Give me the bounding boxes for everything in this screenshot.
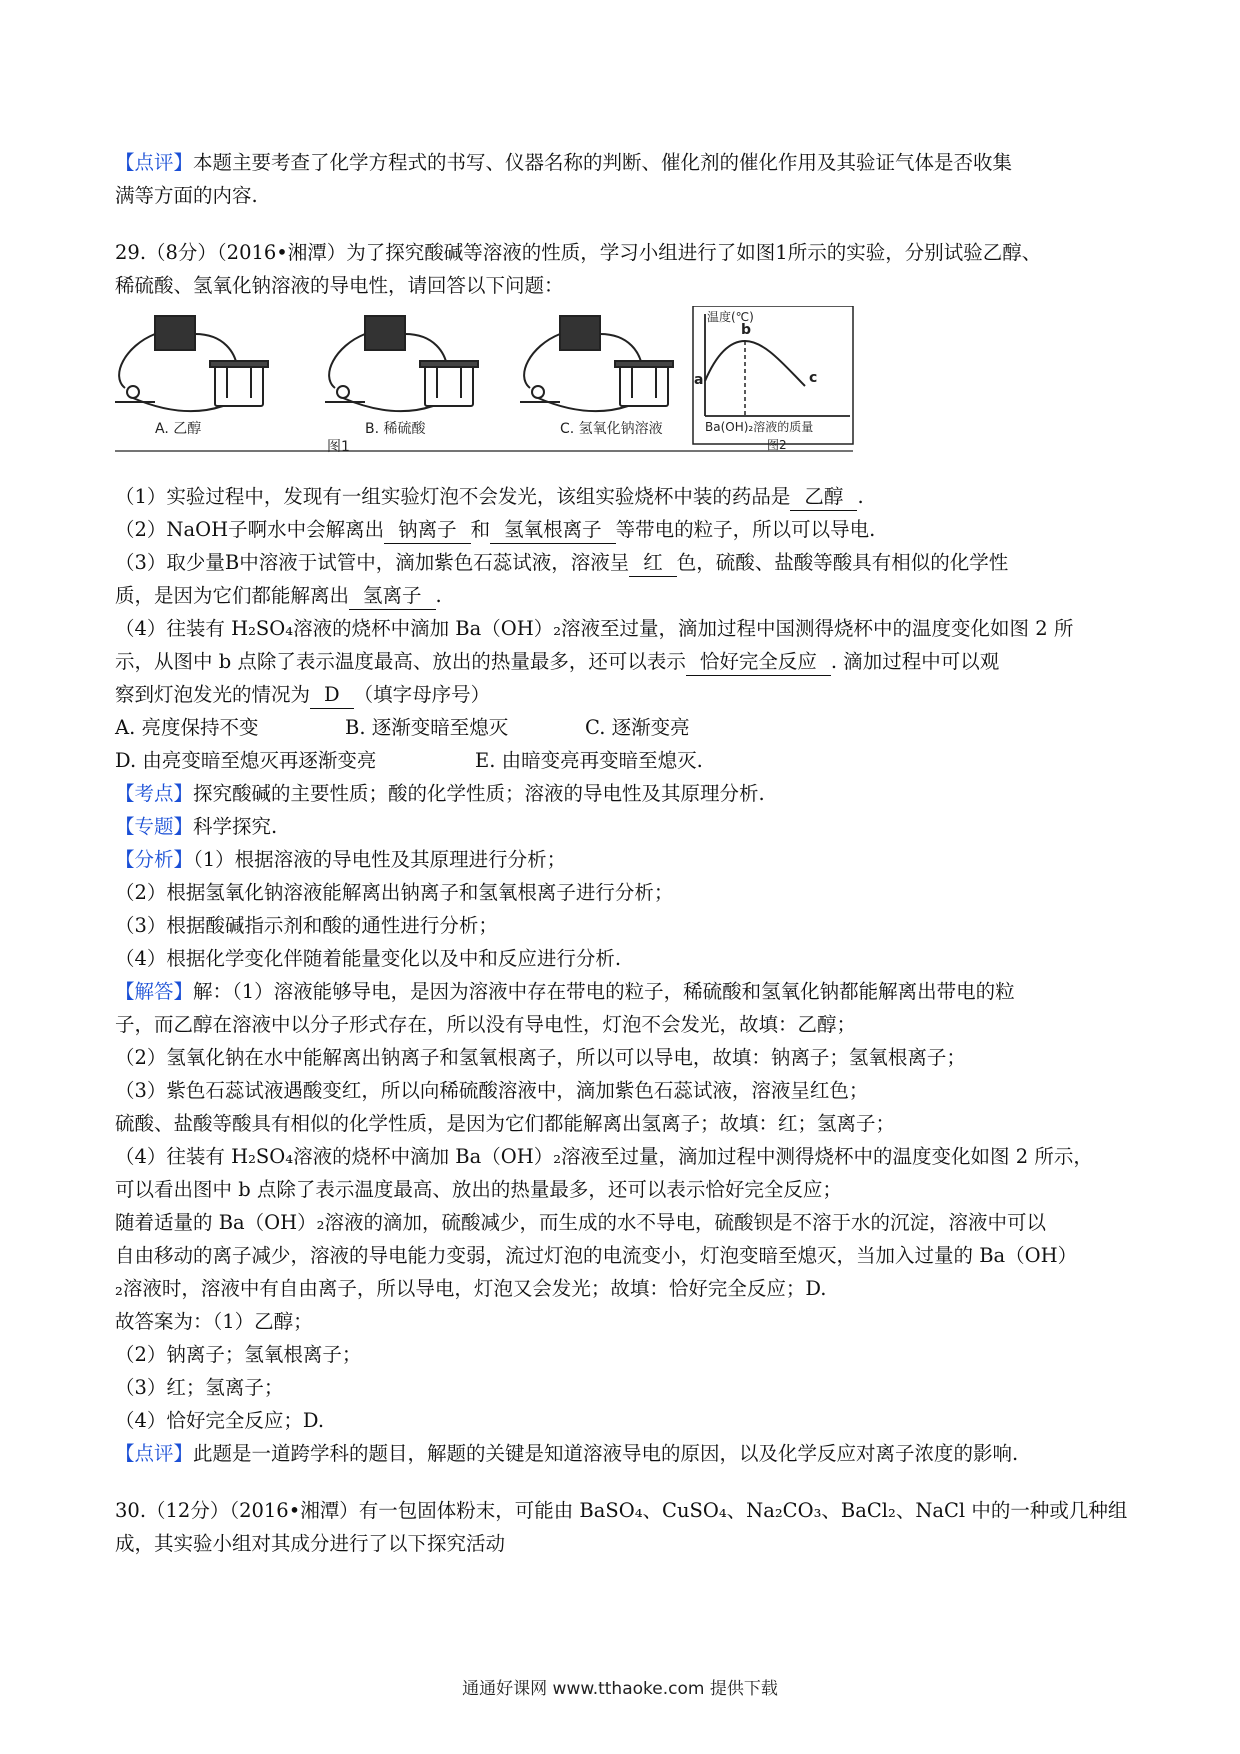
review-tag: 【点评】	[115, 151, 194, 174]
answer-line-0: 故答案为：（1）乙醇；	[115, 1310, 313, 1333]
graph-ylabel: 温度(℃)	[707, 310, 754, 324]
answer-blank: D	[310, 682, 354, 709]
q29-part4-line1: （4）往装有 H₂SO₄溶液的烧杯中滴加 Ba（OH）₂溶液至过量，滴加过程中国测得烧杯中的温度变化如图 2 所	[115, 617, 1074, 640]
fig2-caption: 图2	[767, 438, 787, 452]
page-content	[115, 146, 1135, 1560]
jieda-line-6: （4）往装有 H₂SO₄溶液的烧杯中滴加 Ba（OH）₂溶液至过量，滴加过程中测得烧杯中的温度变化如图 2 所示，	[115, 1145, 1093, 1168]
answer-blank: 乙醇	[790, 484, 857, 511]
graph-xlabel: Ba(OH)₂溶液的质量	[705, 420, 814, 434]
answer-line-1: （2）钠离子；氢氧根离子；	[115, 1343, 362, 1366]
fenxi-line-3: （3）根据酸碱指示剂和酸的通性进行分析；	[115, 914, 498, 937]
answer-line-2: （3）红；氢离子；	[115, 1376, 284, 1399]
circuit-diagram	[115, 306, 1135, 476]
apparatus-a	[115, 316, 268, 411]
jieda-line-1: 【解答】解：（1）溶液能够导电，是因为溶液中存在带电的粒子，稀硫酸和氢氧化钠都能解离出带电的粒	[115, 980, 1015, 1003]
q29-part3: （3）取少量B中溶液于试管中，滴加紫色石蕊试液，溶液呈 红 色，硫酸、盐酸等酸具有相似的化学性	[115, 546, 1135, 579]
jieda-line-4: （3）紫色石蕊试液遇酸变红，所以向稀硫酸溶液中，滴加紫色石蕊试液，溶液呈红色；	[115, 1079, 869, 1102]
label-a: A. 乙醇	[155, 421, 202, 437]
apparatus-b	[325, 316, 478, 411]
kaodian-line: 【考点】探究酸碱的主要性质；酸的化学性质；溶液的导电性及其原理分析.	[115, 782, 765, 805]
page-footer: 通通好课网 www.tthaoke.com 提供下载	[462, 1679, 778, 1699]
q29-part4-line3: 察到灯泡发光的情况为 D （填字母序号）	[115, 678, 1135, 711]
fig1-caption: 图1	[327, 439, 350, 455]
answer-blank: 氢离子	[349, 583, 436, 610]
fenxi-line-2: （2）根据氢氧化钠溶液能解离出钠离子和氢氧根离子进行分析；	[115, 881, 674, 904]
jieda-line-10: ₂溶液时，溶液中有自由离子，所以导电，灯泡又会发光；故填：恰好完全反应；D.	[115, 1277, 827, 1300]
jieda-line-8: 随着适量的 Ba（OH）₂溶液的滴加，硫酸减少，而生成的水不导电，硫酸钡是不溶于水的沉淀，溶液中可以	[115, 1211, 1046, 1234]
options-row-2	[115, 744, 1135, 777]
review-line-1	[115, 146, 1135, 179]
answer-blank: 钠离子	[384, 517, 471, 544]
answer-blank: 红	[629, 550, 677, 577]
jieda-line-2: 子，而乙醇在溶液中以分子形式存在，所以没有导电性，灯泡不会发光，故填：乙醇；	[115, 1013, 857, 1036]
option-e: E. 由暗变亮再变暗至熄灭.	[475, 749, 703, 772]
q30-line-1: 30.（12分）（2016•湘潭）有一包固体粉末，可能由 BaSO₄、CuSO₄、Na₂CO₃、BaCl₂、NaCl 中的一种或几种组	[115, 1499, 1128, 1522]
options-row-1	[115, 711, 1135, 744]
option-b: B. 逐渐变暗至熄灭	[345, 716, 509, 739]
q29-header-1: 29.（8分）（2016•湘潭）为了探究酸碱等溶液的性质，学习小组进行了如图1所示的实验，分别试验乙醇、	[115, 241, 1042, 264]
answer-blank: 氢氧根离子	[490, 517, 616, 544]
q29-part3b: 质，是因为它们都能解离出 氢离子 .	[115, 579, 1135, 612]
option-a: A. 亮度保持不变	[115, 716, 259, 739]
label-c: C. 氢氧化钠溶液	[560, 421, 663, 437]
jieda-line-7: 可以看出图中 b 点除了表示温度最高、放出的热量最多，还可以表示恰好完全反应；	[115, 1178, 842, 1201]
point-c: c	[809, 370, 818, 386]
option-d: D. 由亮变暗至熄灭再逐渐变亮	[115, 749, 377, 772]
fenxi-line-4: （4）根据化学变化伴随着能量变化以及中和反应进行分析.	[115, 947, 622, 970]
fenxi-line-1: 【分析】（1）根据溶液的导电性及其原理进行分析；	[115, 848, 567, 871]
answer-line-3: （4）恰好完全反应；D.	[115, 1409, 325, 1432]
zhuanti-line: 【专题】科学探究.	[115, 815, 278, 838]
q30-line-2: 成，其实验小组对其成分进行了以下探究活动	[115, 1532, 506, 1555]
point-a: a	[694, 372, 704, 388]
review-line-2: 满等方面的内容.	[115, 184, 258, 207]
point-b: b	[741, 322, 752, 338]
q29-figure	[115, 306, 1135, 476]
jieda-line-3: （2）氢氧化钠在水中能解离出钠离子和氢氧根离子，所以可以导电，故填：钠离子；氢氧根离子；	[115, 1046, 966, 1069]
dianping-line: 【点评】此题是一道跨学科的题目，解题的关键是知道溶液导电的原因，以及化学反应对离子浓度的影响.	[115, 1442, 1019, 1465]
label-b: B. 稀硫酸	[365, 421, 426, 437]
q29-part2: （2）NaOH子啊水中会解离出 钠离子 和 氢氧根离子 等带电的粒子，所以可以导电.	[115, 513, 1135, 546]
q29-part1: （1）实验过程中，发现有一组实验灯泡不会发光，该组实验烧杯中装的药品是 乙醇 .	[115, 480, 1135, 513]
q29-header-2: 稀硫酸、氢氧化钠溶液的导电性，请回答以下问题：	[115, 274, 564, 297]
review-text: 本题主要考查了化学方程式的书写、仪器名称的判断、催化剂的催化作用及其验证气体是否收集	[193, 151, 1013, 174]
apparatus-c	[520, 316, 673, 411]
option-c: C. 逐渐变亮	[585, 716, 690, 739]
q29-part4-line2: 示，从图中 b 点除了表示温度最高、放出的热量最多，还可以表示 恰好完全反应 . 滴加过程中可以观	[115, 645, 1135, 678]
jieda-line-5: 硫酸、盐酸等酸具有相似的化学性质，是因为它们都能解离出氢离子；故填：红；氢离子；	[115, 1112, 896, 1135]
answer-blank: 恰好完全反应	[686, 649, 831, 676]
jieda-line-9: 自由移动的离子减少，溶液的导电能力变弱，流过灯泡的电流变小，灯泡变暗至熄灭，当加入过量的 Ba（OH）	[115, 1244, 1078, 1267]
